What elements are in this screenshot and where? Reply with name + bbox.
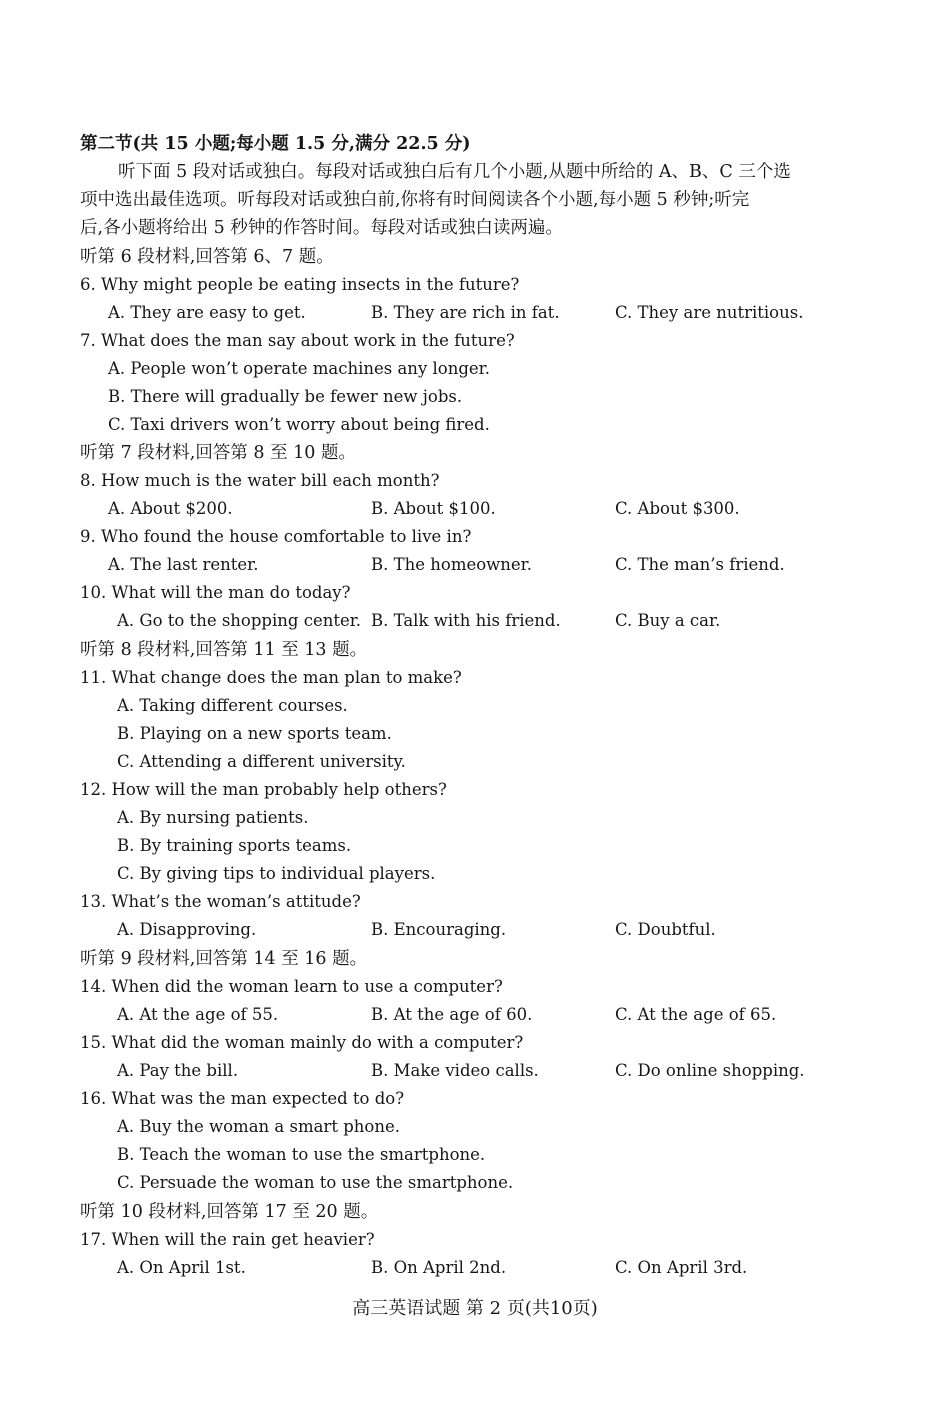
question-12-stem: 12. How will the man probably help others? [80,780,447,799]
question-7-option-a: A. People won’t operate machines any longer. [108,359,490,378]
instruction-line-3: 后,各小题将给出 5 秒钟的作答时间。每段对话或独白读两遍。 [80,218,563,238]
question-13-option-b: B. Encouraging. [371,920,507,939]
question-7-option-b: B. There will gradually be fewer new jobs. [108,387,463,406]
question-15-option-b: B. Make video calls. [371,1061,539,1080]
question-12-option-a: A. By nursing patients. [117,808,309,827]
material-9-heading: 听第 9 段材料,回答第 14 至 16 题。 [80,949,368,969]
question-6-stem: 6. Why might people be eating insects in the future? [80,275,520,294]
question-10-stem: 10. What will the man do today? [80,583,351,602]
question-11-option-c: C. Attending a different university. [117,752,406,771]
question-9-option-c: C. The man’s friend. [615,555,785,574]
question-14-stem: 14. When did the woman learn to use a computer? [80,977,503,996]
section-heading: 第二节(共 15 小题;每小题 1.5 分,满分 22.5 分) [80,134,471,154]
instruction-line-2: 项中选出最佳选项。听每段对话或独白前,你将有时间阅读各个小题,每小题 5 秒钟;听完 [80,190,750,210]
question-16-option-c: C. Persuade the woman to use the smartphone. [117,1173,514,1192]
question-8-option-c: C. About $300. [615,499,740,518]
question-6-option-c: C. They are nutritious. [615,303,804,322]
question-11-stem: 11. What change does the man plan to make? [80,668,462,687]
question-15-option-a: A. Pay the bill. [117,1061,239,1080]
page-footer: 高三英语试题 第 2 页(共10页) [352,1298,598,1319]
question-10-option-a: A. Go to the shopping center. [117,611,362,630]
material-6-heading: 听第 6 段材料,回答第 6、7 题。 [80,247,334,267]
question-9-option-b: B. The homeowner. [371,555,532,574]
question-11-option-a: A. Taking different courses. [117,696,348,715]
question-16-option-b: B. Teach the woman to use the smartphone. [117,1145,486,1164]
question-11-option-b: B. Playing on a new sports team. [117,724,392,743]
question-15-option-c: C. Do online shopping. [615,1061,805,1080]
question-17-option-a: A. On April 1st. [117,1258,246,1277]
question-7-stem: 7. What does the man say about work in the future? [80,331,515,350]
question-16-stem: 16. What was the man expected to do? [80,1089,405,1108]
question-16-option-a: A. Buy the woman a smart phone. [117,1117,400,1136]
question-9-stem: 9. Who found the house comfortable to live in? [80,527,472,546]
question-8-stem: 8. How much is the water bill each month? [80,471,440,490]
question-13-option-c: C. Doubtful. [615,920,716,939]
question-8-option-a: A. About $200. [108,499,233,518]
material-7-heading: 听第 7 段材料,回答第 8 至 10 题。 [80,443,356,463]
question-6-option-a: A. They are easy to get. [108,303,306,322]
question-14-option-c: C. At the age of 65. [615,1005,777,1024]
material-10-heading: 听第 10 段材料,回答第 17 至 20 题。 [80,1202,379,1222]
question-12-option-b: B. By training sports teams. [117,836,352,855]
question-13-option-a: A. Disapproving. [117,920,257,939]
question-17-option-b: B. On April 2nd. [371,1258,507,1277]
question-13-stem: 13. What’s the woman’s attitude? [80,892,361,911]
question-7-option-c: C. Taxi drivers won’t worry about being fired. [108,415,490,434]
material-8-heading: 听第 8 段材料,回答第 11 至 13 题。 [80,640,368,660]
question-10-option-b: B. Talk with his friend. [371,611,561,630]
instruction-line-1: 听下面 5 段对话或独白。每段对话或独白后有几个小题,从题中所给的 A、B、C 三个选 [118,162,791,182]
question-14-option-b: B. At the age of 60. [371,1005,533,1024]
question-12-option-c: C. By giving tips to individual players. [117,864,436,883]
question-15-stem: 15. What did the woman mainly do with a computer? [80,1033,524,1052]
question-9-option-a: A. The last renter. [108,555,259,574]
question-17-option-c: C. On April 3rd. [615,1258,748,1277]
question-6-option-b: B. They are rich in fat. [371,303,560,322]
question-8-option-b: B. About $100. [371,499,496,518]
question-14-option-a: A. At the age of 55. [117,1005,279,1024]
question-10-option-c: C. Buy a car. [615,611,721,630]
question-17-stem: 17. When will the rain get heavier? [80,1230,375,1249]
